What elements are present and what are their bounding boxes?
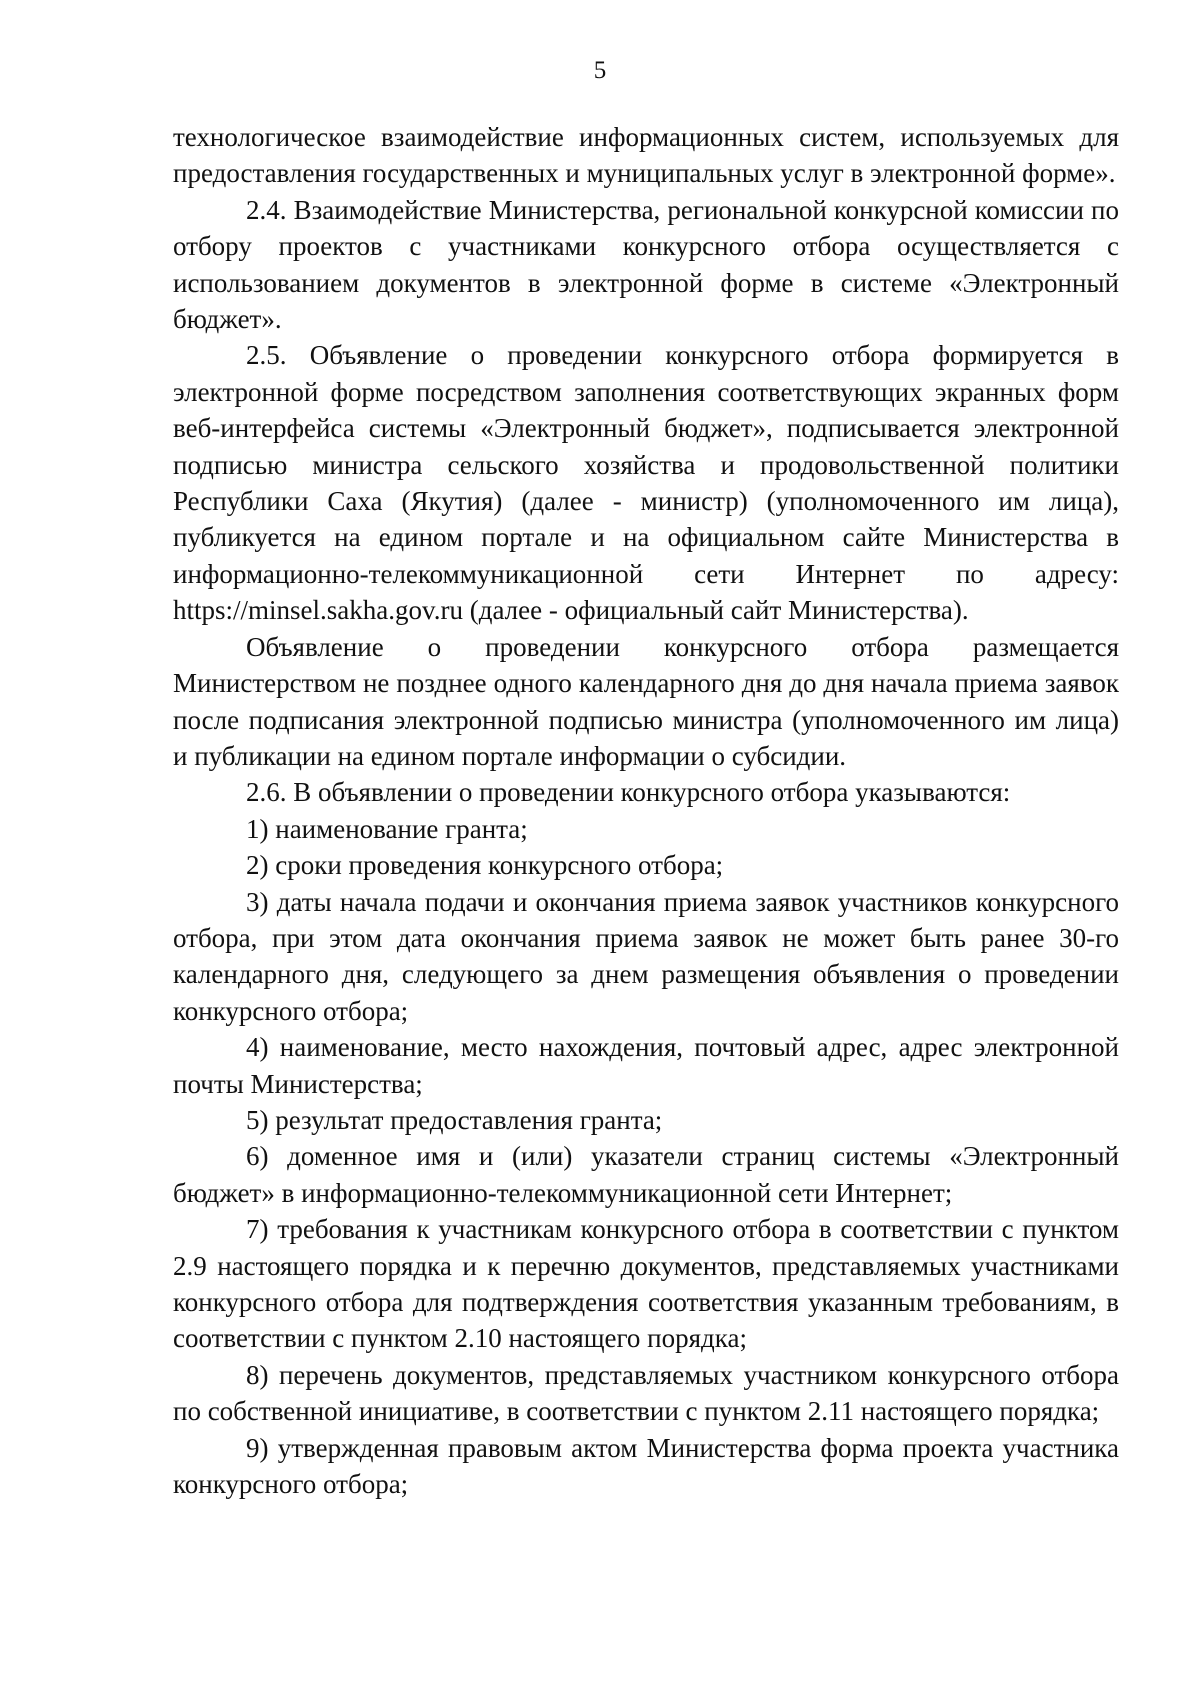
page-number: 5 xyxy=(593,57,607,84)
paragraph-2-4: 2.4. Взаимодействие Министерства, региональной конкурсной комиссии по отбору проектов с участниками конкурсного отбора осуществляется с использованием документов в электронной форме в системе «Электронный бюджет». xyxy=(173,194,1119,335)
list-item-3: 3) даты начала подачи и окончания приема заявок участников конкурсного отбора, при этом дата окончания приема заявок не может быть ранее 30-го календарного дня, следующего за днем размещения объявления о проведении конкурсного отбора; xyxy=(173,886,1119,1026)
paragraph-2-5: 2.5. Объявление о проведении конкурсного отбора формируется в электронной форме посредством заполнения соответствующих экранных форм веб-интерфейса системы «Электронный бюджет», подписывается электронной подписью министра сельского хозяйства и продовольственной политики Республики Саха (Якутия) (далее - министр) (уполномоченного им лица), публикуется на едином портале и на официальном сайте Министерства в информационно-телекоммуникационной сети Интернет по адресу: https://minsel.sakha.gov.ru (далее - официальный сайт Министерства). xyxy=(173,340,1119,626)
list-item-9: 9) утвержденная правовым актом Министерства форма проекта участника конкурсного отбора; xyxy=(173,1432,1119,1500)
document-body xyxy=(173,119,1119,1502)
list-item-1: 1) наименование гранта; xyxy=(246,813,528,844)
list-item-2: 2) сроки проведения конкурсного отбора; xyxy=(246,850,724,881)
list-item-6: 6) доменное имя и (или) указатели страниц системы «Электронный бюджет» в информационно-телекоммуникационной сети Интернет; xyxy=(173,1141,1119,1208)
list-item-5: 5) результат предоставления гранта; xyxy=(246,1104,663,1135)
list-item-4: 4) наименование, место нахождения, почтовый адрес, адрес электронной почты Министерства; xyxy=(173,1032,1119,1099)
paragraph-1: технологическое взаимодействие информационных систем, используемых для предоставления государственных и муниципальных услуг в электронной форме». xyxy=(173,122,1119,189)
list-item-8: 8) перечень документов, представляемых участником конкурсного отбора по собственной инициативе, в соответствии с пунктом 2.11 настоящего порядка; xyxy=(173,1359,1119,1427)
paragraph-2-6: 2.6. В объявлении о проведении конкурсного отбора указываются: xyxy=(246,777,1011,808)
list-item-7: 7) требования к участникам конкурсного отбора в соответствии с пунктом 2.9 настоящего порядка и к перечню документов, представляемых участниками конкурсного отбора для подтверждения соответствия указанным требованиям, в соответствии с пунктом 2.10 настоящего порядка; xyxy=(173,1214,1119,1354)
paragraph-announcement: Объявление о проведении конкурсного отбора размещается Министерством не позднее одного календарного дня до дня начала приема заявок после подписания электронной подписью министра (уполномоченного им лица) и публикации на едином портале информации о субсидии. xyxy=(173,631,1119,771)
